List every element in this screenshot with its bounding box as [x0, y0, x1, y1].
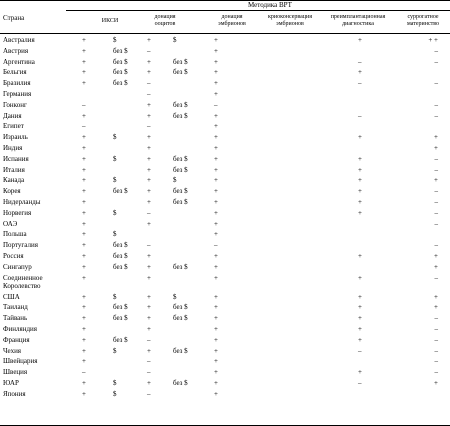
method-value-cell: + — [82, 230, 86, 239]
method-value-cell: без $ — [113, 314, 128, 323]
method-value-cell: + — [147, 273, 151, 282]
table-row — [0, 335, 450, 346]
country-cell: Египет — [3, 122, 24, 131]
method-value-cell: без $ — [113, 79, 128, 88]
method-value-cell: + — [147, 303, 151, 312]
method-value-cell: – — [82, 122, 86, 131]
country-cell: ОАЭ — [3, 219, 18, 228]
method-value-cell: + — [214, 262, 218, 271]
method-value-cell: без $ — [173, 165, 188, 174]
table-row — [0, 219, 450, 230]
method-value-cell: без $ — [113, 46, 128, 55]
method-value-cell: + — [147, 176, 151, 185]
column-header-pgd: преимплантационная диагностика — [330, 14, 386, 27]
method-value-cell: – — [147, 79, 151, 88]
method-value-cell: + + — [428, 36, 438, 44]
table-row — [0, 100, 450, 111]
method-value-cell: + — [214, 144, 218, 152]
method-value-cell: без $ — [173, 100, 188, 109]
method-value-cell: + — [147, 133, 151, 142]
method-value-cell: без $ — [113, 68, 128, 77]
method-value-cell: без $ — [173, 346, 188, 355]
method-value-cell: – — [147, 357, 151, 366]
method-value-cell: + — [358, 176, 362, 185]
method-value-cell: – — [214, 241, 218, 250]
country-cell — [3, 274, 43, 290]
table-row — [0, 154, 450, 165]
method-value-cell: + — [214, 198, 218, 206]
method-value-cell: без $ — [173, 379, 188, 387]
method-value-cell: + — [147, 100, 151, 109]
method-value-cell: без $ — [173, 57, 188, 66]
table-row — [0, 143, 450, 154]
method-value-cell: + — [358, 198, 362, 206]
method-value-cell: без $ — [173, 198, 188, 206]
country-cell: ЮАР — [3, 379, 19, 387]
method-value-cell: без $ — [173, 111, 188, 120]
method-value-cell: + — [147, 292, 151, 301]
method-value-cell: + — [214, 335, 218, 344]
method-value-cell: + — [358, 187, 362, 196]
method-value-cell: + — [358, 335, 362, 344]
column-header-donor-embryos: донация эмбрионов — [218, 14, 246, 27]
method-value-cell: $ — [113, 230, 117, 239]
method-value-cell: + — [82, 335, 86, 344]
table-row — [0, 262, 450, 273]
method-value-cell: $ — [113, 176, 117, 185]
method-value-cell: – — [82, 368, 86, 377]
method-value-cell: + — [358, 292, 362, 301]
method-value-cell: + — [214, 154, 218, 163]
column-header-donor-oocytes: донация ооцитов — [154, 14, 176, 27]
method-value-cell: + — [82, 46, 86, 55]
method-value-cell: + — [214, 208, 218, 217]
table-row — [0, 208, 450, 219]
method-value-cell: – — [434, 219, 438, 228]
method-value-cell: + — [214, 292, 218, 301]
method-value-cell: + — [147, 187, 151, 196]
table-top-rule — [0, 0, 450, 1]
method-value-cell: – — [434, 57, 438, 66]
method-value-cell: – — [358, 379, 362, 387]
method-value-cell: + — [214, 79, 218, 88]
country-cell: Япония — [3, 389, 26, 398]
method-value-cell: $ — [113, 292, 117, 301]
method-value-cell: без $ — [113, 187, 128, 196]
country-cell: Австралия — [3, 36, 35, 44]
method-value-cell: – — [434, 241, 438, 250]
method-value-cell: + — [82, 68, 86, 77]
method-value-cell: + — [214, 273, 218, 282]
method-value-cell: – — [358, 79, 362, 88]
group-header-rule — [66, 10, 450, 11]
country-cell: Индия — [3, 144, 23, 152]
method-value-cell: + — [434, 303, 438, 312]
table-row — [0, 389, 450, 400]
method-value-cell: + — [358, 36, 362, 44]
method-value-cell: + — [82, 292, 86, 301]
method-value-cell: – — [147, 368, 151, 377]
table-row — [0, 67, 450, 78]
method-value-cell: + — [147, 144, 151, 152]
method-value-cell: + — [82, 154, 86, 163]
country-cell: Таиланд — [3, 303, 28, 312]
method-value-cell: – — [434, 325, 438, 333]
table-row — [0, 346, 450, 357]
method-value-cell: – — [434, 165, 438, 174]
method-value-cell: – — [434, 346, 438, 355]
method-value-cell: + — [214, 68, 218, 77]
table-row — [0, 240, 450, 251]
method-value-cell: – — [358, 111, 362, 120]
table-row — [0, 57, 450, 68]
method-value-cell: + — [214, 90, 218, 98]
method-value-cell: без $ — [173, 154, 188, 163]
table-row — [0, 121, 450, 132]
method-value-cell: + — [214, 122, 218, 131]
method-value-cell: + — [214, 389, 218, 398]
header-bottom-rule — [0, 33, 450, 34]
method-value-cell: + — [214, 165, 218, 174]
method-value-cell: – — [214, 100, 218, 109]
table-row — [0, 132, 450, 143]
country-cell: Польша — [3, 230, 27, 239]
table-row — [0, 367, 450, 378]
method-value-cell: + — [214, 252, 218, 260]
method-value-cell: + — [214, 368, 218, 377]
country-cell: Нидерланды — [3, 198, 41, 206]
method-value-cell: + — [214, 176, 218, 185]
method-value-cell: + — [434, 144, 438, 152]
method-value-cell: без $ — [113, 303, 128, 312]
method-value-cell: + — [214, 133, 218, 142]
method-value-cell: + — [434, 262, 438, 271]
country-cell: Швейцария — [3, 357, 38, 366]
method-value-cell: + — [82, 273, 86, 282]
country-cell: Дания — [3, 111, 22, 120]
country-cell: Португалия — [3, 241, 38, 250]
method-value-cell: + — [82, 303, 86, 312]
method-value-cell: + — [434, 133, 438, 142]
method-value-cell: без $ — [173, 187, 188, 196]
country-cell: Гонконг — [3, 100, 27, 109]
method-value-cell: без $ — [173, 314, 188, 323]
method-value-cell: + — [358, 273, 362, 282]
method-value-cell: без $ — [173, 303, 188, 312]
country-cell: Россия — [3, 252, 24, 260]
method-value-cell: $ — [173, 176, 177, 185]
method-value-cell: + — [434, 252, 438, 260]
method-value-cell: $ — [113, 389, 117, 398]
method-value-cell: + — [358, 325, 362, 333]
method-value-cell: + — [82, 208, 86, 217]
method-value-cell: $ — [173, 292, 177, 301]
country-cell: Канада — [3, 176, 25, 185]
method-value-cell: + — [214, 36, 218, 44]
table-row — [0, 313, 450, 324]
table-row — [0, 111, 450, 122]
method-value-cell: + — [82, 176, 86, 185]
method-value-cell: – — [147, 46, 151, 55]
method-value-cell: + — [82, 198, 86, 206]
country-cell: Израиль — [3, 133, 28, 142]
method-value-cell: – — [434, 273, 438, 282]
country-cell: Бразилия — [3, 79, 31, 88]
method-value-cell: + — [214, 57, 218, 66]
method-value-cell: + — [214, 303, 218, 312]
country-cell: Бельгия — [3, 68, 27, 77]
method-value-cell: + — [147, 68, 151, 77]
method-value-cell: + — [82, 314, 86, 323]
method-value-cell: + — [82, 165, 86, 174]
method-value-cell: + — [147, 325, 151, 333]
method-value-cell: – — [434, 154, 438, 163]
method-value-cell: + — [214, 230, 218, 239]
country-cell: Аргентина — [3, 57, 35, 66]
method-value-cell: + — [82, 325, 86, 333]
method-value-cell: – — [434, 198, 438, 206]
method-value-cell: + — [214, 357, 218, 366]
method-value-cell: $ — [113, 133, 117, 142]
method-value-cell: + — [147, 219, 151, 228]
method-value-cell: + — [82, 379, 86, 387]
method-value-cell: + — [358, 303, 362, 312]
method-value-cell: + — [214, 346, 218, 355]
method-value-cell: $ — [113, 36, 117, 44]
method-value-cell: + — [82, 133, 86, 142]
method-value-cell: + — [82, 252, 86, 260]
method-value-cell: – — [147, 335, 151, 344]
table-row — [0, 78, 450, 89]
method-value-cell: + — [82, 144, 86, 152]
method-value-cell: – — [434, 357, 438, 366]
country-cell: Норвегия — [3, 208, 32, 217]
method-value-cell: + — [358, 154, 362, 163]
country-cell: Швеция — [3, 368, 28, 377]
method-value-cell: + — [147, 198, 151, 206]
method-value-cell: + — [82, 57, 86, 66]
method-value-cell: – — [434, 79, 438, 88]
method-value-cell: + — [147, 57, 151, 66]
method-value-cell: $ — [113, 154, 117, 163]
table-row — [0, 89, 450, 100]
method-value-cell: + — [214, 219, 218, 228]
method-value-cell: – — [358, 346, 362, 355]
table-row — [0, 186, 450, 197]
method-value-cell: + — [214, 46, 218, 55]
country-name-line: Соединенное — [3, 273, 43, 282]
country-cell: Испания — [3, 154, 29, 163]
method-value-cell: без $ — [113, 57, 128, 66]
table-row — [0, 356, 450, 367]
method-value-cell: + — [358, 68, 362, 77]
method-value-cell: + — [214, 325, 218, 333]
method-value-cell: – — [82, 100, 86, 109]
table-row — [0, 324, 450, 335]
country-cell: Чехия — [3, 346, 22, 355]
country-name-line: Королевство — [3, 281, 41, 290]
method-value-cell: + — [147, 165, 151, 174]
method-value-cell: – — [434, 208, 438, 217]
column-header-cryopreservation: криоконсервация эмбрионов — [268, 14, 312, 27]
method-value-cell: – — [434, 100, 438, 109]
table-row — [0, 175, 450, 186]
method-value-cell: $ — [173, 36, 177, 44]
method-value-cell: – — [434, 335, 438, 344]
column-header-surrogacy: суррогатное материнство — [406, 14, 440, 27]
country-cell: Сингапур — [3, 262, 32, 271]
table-row — [0, 46, 450, 57]
method-value-cell: – — [434, 46, 438, 55]
method-value-cell: + — [358, 165, 362, 174]
method-value-cell: + — [358, 368, 362, 377]
method-value-cell: + — [358, 133, 362, 142]
method-value-cell: + — [82, 262, 86, 271]
method-value-cell: + — [82, 389, 86, 398]
art-method-group-header: Методика ВРТ — [248, 1, 292, 9]
method-value-cell: + — [214, 379, 218, 387]
method-value-cell: + — [82, 111, 86, 120]
table-row — [0, 302, 450, 313]
method-value-cell: – — [434, 187, 438, 196]
method-value-cell: + — [82, 357, 86, 366]
method-value-cell: + — [358, 252, 362, 260]
method-value-cell: + — [82, 346, 86, 355]
method-value-cell: + — [147, 314, 151, 323]
method-value-cell: $ — [113, 379, 117, 387]
country-cell: Тайвань — [3, 314, 28, 323]
table-row — [0, 197, 450, 208]
method-value-cell: + — [214, 187, 218, 196]
method-value-cell: – — [147, 208, 151, 217]
method-value-cell: – — [147, 122, 151, 131]
method-value-cell: $ — [113, 346, 117, 355]
method-value-cell: + — [358, 314, 362, 323]
method-value-cell: без $ — [113, 262, 128, 271]
method-value-cell: без $ — [113, 252, 128, 260]
method-value-cell: + — [434, 176, 438, 185]
country-cell: Франция — [3, 335, 30, 344]
table-row — [0, 378, 450, 389]
table-row — [0, 35, 450, 46]
country-cell: Финляндия — [3, 325, 38, 333]
method-value-cell: + — [214, 111, 218, 120]
method-value-cell: без $ — [113, 241, 128, 250]
method-value-cell: – — [434, 368, 438, 377]
country-cell: Корея — [3, 187, 21, 196]
method-value-cell: + — [147, 111, 151, 120]
table-row — [0, 273, 450, 292]
column-header-icsi: ИКСИ — [101, 18, 119, 24]
table-row — [0, 292, 450, 303]
country-cell: Германия — [3, 90, 32, 98]
method-value-cell: + — [147, 346, 151, 355]
method-value-cell: + — [434, 379, 438, 387]
method-value-cell: + — [147, 154, 151, 163]
method-value-cell: – — [434, 314, 438, 323]
method-value-cell: без $ — [113, 335, 128, 344]
method-value-cell: + — [147, 36, 151, 44]
method-value-cell: – — [147, 241, 151, 250]
method-value-cell: + — [147, 252, 151, 260]
method-value-cell: + — [82, 36, 86, 44]
method-value-cell: – — [434, 111, 438, 120]
method-value-cell: – — [147, 90, 151, 98]
method-value-cell: – — [147, 389, 151, 398]
method-value-cell: + — [82, 79, 86, 88]
table-row — [0, 229, 450, 240]
method-value-cell: + — [358, 208, 362, 217]
method-value-cell: + — [82, 187, 86, 196]
method-value-cell: + — [82, 241, 86, 250]
country-cell: Австрия — [3, 46, 29, 55]
table-row — [0, 165, 450, 176]
method-value-cell: + — [147, 379, 151, 387]
country-cell: Италия — [3, 165, 25, 174]
method-value-cell: + — [434, 292, 438, 301]
method-value-cell: + — [147, 262, 151, 271]
method-value-cell: без $ — [173, 262, 188, 271]
method-value-cell: + — [214, 314, 218, 323]
method-value-cell: + — [82, 219, 86, 228]
country-cell: США — [3, 292, 20, 301]
method-value-cell: – — [358, 57, 362, 66]
method-value-cell: $ — [113, 208, 117, 217]
country-column-header: Страна — [3, 14, 25, 22]
method-value-cell: без $ — [173, 68, 188, 77]
table-row — [0, 251, 450, 262]
